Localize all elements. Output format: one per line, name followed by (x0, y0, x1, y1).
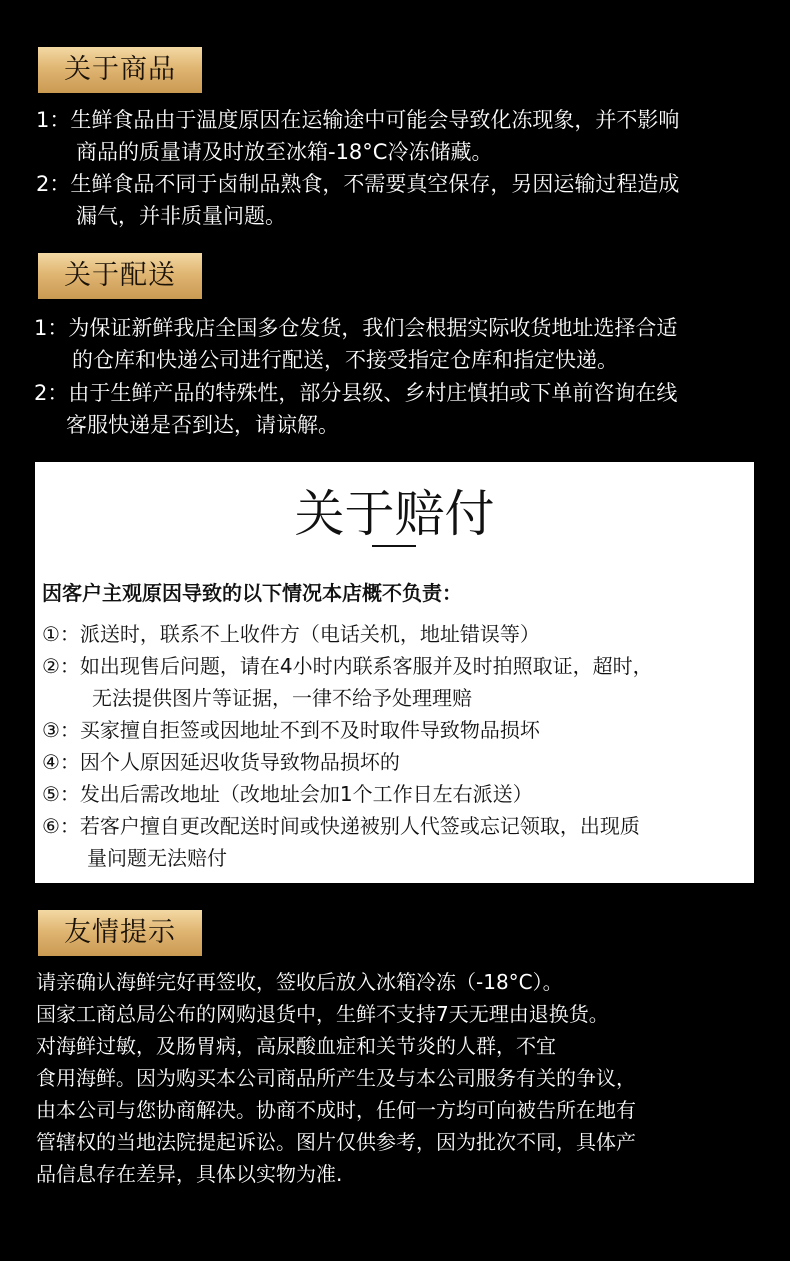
tips-line-6: 管辖权的当地法院提起诉讼。图片仅供参考，因为批次不同，具体产 (36, 1130, 636, 1154)
section-title-tips: 友情提示 (38, 910, 202, 956)
tips-line-2: 国家工商总局公布的网购退货中，生鲜不支持7天无理由退换货。 (36, 1002, 609, 1026)
compensation-item-1: ①：派送时，联系不上收件方（电话关机，地址错误等） (42, 622, 540, 646)
delivery-line-4: 客服快递是否到达，请谅解。 (66, 413, 339, 437)
tips-line-4: 食用海鲜。因为购买本公司商品所产生及与本公司服务有关的争议， (36, 1066, 636, 1090)
section-title-delivery: 关于配送 (38, 253, 202, 299)
product-line-3: 2：生鲜食品不同于卤制品熟食，不需要真空保存，另因运输过程造成 (36, 172, 680, 196)
compensation-item-2: ②：如出现售后问题，请在4小时内联系客服并及时拍照取证，超时， (42, 654, 653, 678)
product-line-2: 商品的质量请及时放至冰箱-18°C冷冻储藏。 (76, 140, 493, 164)
tips-line-3: 对海鲜过敏，及肠胃病，高尿酸血症和关节炎的人群，不宜 (36, 1034, 556, 1058)
compensation-item-6: ⑥：若客户擅自更改配送时间或快递被别人代签或忘记领取，出现质 (42, 814, 640, 838)
compensation-item-4: ④：因个人原因延迟收货导致物品损坏的 (42, 750, 400, 774)
delivery-line-1: 1：为保证新鲜我店全国多仓发货，我们会根据实际收货地址选择合适 (34, 316, 678, 340)
delivery-line-2: 的仓库和快递公司进行配送，不接受指定仓库和指定快递。 (72, 348, 618, 372)
compensation-item-3: ③：买家擅自拒签或因地址不到不及时取件导致物品损坏 (42, 718, 540, 742)
compensation-intro: 因客户主观原因导致的以下情况本店概不负责： (42, 581, 462, 605)
product-line-4: 漏气，并非质量问题。 (76, 204, 286, 228)
section-title-product: 关于商品 (38, 47, 202, 93)
tips-line-5: 由本公司与您协商解决。协商不成时，任何一方均可向被告所在地有 (36, 1098, 636, 1122)
compensation-item-6-cont: 量问题无法赔付 (87, 846, 227, 870)
compensation-item-5: ⑤：发出后需改地址（改地址会加1个工作日左右派送） (42, 782, 533, 806)
delivery-line-3: 2：由于生鲜产品的特殊性，部分县级、乡村庄慎拍或下单前咨询在线 (34, 381, 678, 405)
tips-line-1: 请亲确认海鲜完好再签收，签收后放入冰箱冷冻（-18°C）。 (36, 970, 563, 994)
product-line-1: 1：生鲜食品由于温度原因在运输途中可能会导致化冻现象，并不影响 (36, 108, 680, 132)
title-divider (372, 545, 416, 547)
compensation-title: 关于赔付 (294, 485, 495, 543)
compensation-item-2-cont: 无法提供图片等证据，一律不给予处理理赔 (92, 686, 472, 710)
tips-line-7: 品信息存在差异，具体以实物为准. (36, 1162, 343, 1186)
compensation-panel (35, 462, 754, 883)
